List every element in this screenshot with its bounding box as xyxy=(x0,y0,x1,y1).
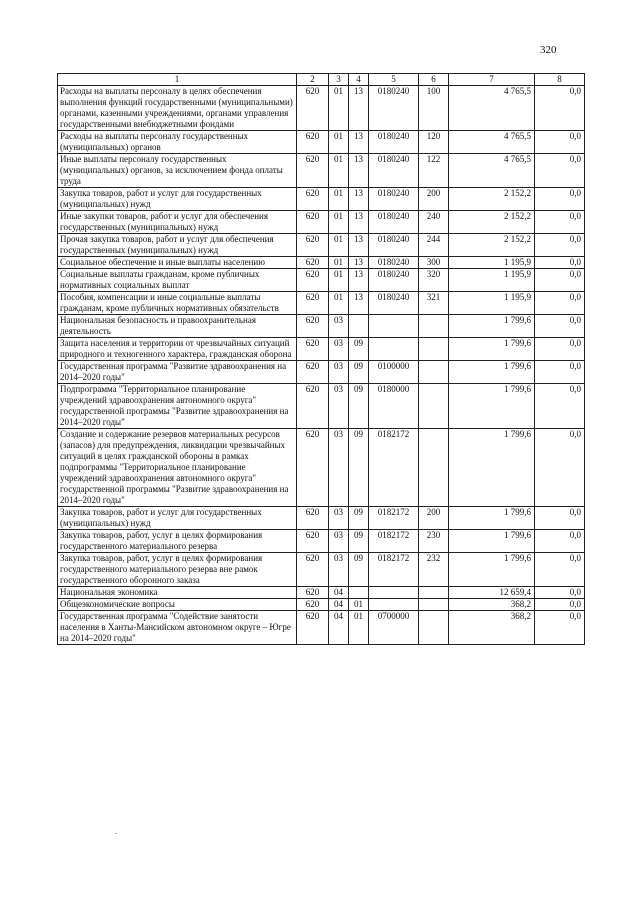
target-code-cell: 0182172 xyxy=(369,507,419,530)
expense-type-code-cell: 232 xyxy=(419,553,449,587)
expense-type-code-cell: 320 xyxy=(419,269,449,292)
target-code-cell: 0182172 xyxy=(369,530,419,553)
header-col-4: 4 xyxy=(349,74,369,86)
amount-cell: 4 765,5 xyxy=(449,131,535,154)
table-body xyxy=(58,86,585,645)
admin-code-cell: 620 xyxy=(297,553,329,587)
target-code-cell: 0180240 xyxy=(369,269,419,292)
table-row xyxy=(58,611,585,645)
amount-subvention-cell: 0,0 xyxy=(535,429,585,507)
subsection-code-cell: 01 xyxy=(349,599,369,611)
subsection-code-cell: 13 xyxy=(349,154,369,188)
amount-cell: 368,2 xyxy=(449,611,535,645)
section-code-cell: 01 xyxy=(329,269,349,292)
admin-code-cell: 620 xyxy=(297,154,329,188)
admin-code-cell: 620 xyxy=(297,384,329,429)
item-name-cell: Государственная программа "Содействие занятости населения в Ханты-Мансийском автономном округе – Югре на 2014–2020 годы" xyxy=(58,611,297,645)
section-code-cell: 01 xyxy=(329,257,349,269)
admin-code-cell: 620 xyxy=(297,86,329,131)
subsection-code-cell: 01 xyxy=(349,611,369,645)
target-code-cell: 0182172 xyxy=(369,553,419,587)
amount-cell: 12 659,4 xyxy=(449,587,535,599)
section-code-cell: 03 xyxy=(329,338,349,361)
item-name-cell: Национальная экономика xyxy=(58,587,297,599)
amount-cell: 2 152,2 xyxy=(449,188,535,211)
table-row xyxy=(58,361,585,384)
section-code-cell: 03 xyxy=(329,384,349,429)
header-row xyxy=(58,74,585,86)
amount-subvention-cell: 0,0 xyxy=(535,292,585,315)
table-row xyxy=(58,384,585,429)
item-name-cell: Расходы на выплаты персоналу государственных (муниципальных) органов xyxy=(58,131,297,154)
admin-code-cell: 620 xyxy=(297,611,329,645)
subsection-code-cell: 09 xyxy=(349,530,369,553)
admin-code-cell: 620 xyxy=(297,269,329,292)
subsection-code-cell xyxy=(349,587,369,599)
section-code-cell: 03 xyxy=(329,530,349,553)
admin-code-cell: 620 xyxy=(297,507,329,530)
admin-code-cell: 620 xyxy=(297,429,329,507)
expense-type-code-cell: 321 xyxy=(419,292,449,315)
section-code-cell: 03 xyxy=(329,429,349,507)
header-col-3: 3 xyxy=(329,74,349,86)
amount-subvention-cell: 0,0 xyxy=(535,234,585,257)
target-code-cell: 0180240 xyxy=(369,131,419,154)
item-name-cell: Социальное обеспечение и иные выплаты населению xyxy=(58,257,297,269)
amount-subvention-cell: 0,0 xyxy=(535,269,585,292)
admin-code-cell: 620 xyxy=(297,131,329,154)
amount-subvention-cell: 0,0 xyxy=(535,257,585,269)
page-mark: . xyxy=(115,827,117,836)
header-col-8: 8 xyxy=(535,74,585,86)
expense-type-code-cell: 300 xyxy=(419,257,449,269)
amount-subvention-cell: 0,0 xyxy=(535,530,585,553)
target-code-cell: 0180240 xyxy=(369,188,419,211)
amount-subvention-cell: 0,0 xyxy=(535,553,585,587)
target-code-cell: 0180240 xyxy=(369,257,419,269)
header-col-6: 6 xyxy=(419,74,449,86)
table-row xyxy=(58,599,585,611)
item-name-cell: Государственная программа "Развитие здравоохранения на 2014–2020 годы" xyxy=(58,361,297,384)
table-row xyxy=(58,338,585,361)
subsection-code-cell: 13 xyxy=(349,131,369,154)
amount-subvention-cell: 0,0 xyxy=(535,361,585,384)
table-row xyxy=(58,257,585,269)
target-code-cell: 0700000 xyxy=(369,611,419,645)
subsection-code-cell: 09 xyxy=(349,338,369,361)
admin-code-cell: 620 xyxy=(297,599,329,611)
amount-subvention-cell: 0,0 xyxy=(535,384,585,429)
amount-subvention-cell: 0,0 xyxy=(535,587,585,599)
header-col-5: 5 xyxy=(369,74,419,86)
table-row xyxy=(58,429,585,507)
section-code-cell: 03 xyxy=(329,361,349,384)
amount-cell: 1 799,6 xyxy=(449,384,535,429)
expense-type-code-cell: 200 xyxy=(419,507,449,530)
section-code-cell: 01 xyxy=(329,188,349,211)
section-code-cell: 01 xyxy=(329,154,349,188)
expense-type-code-cell xyxy=(419,587,449,599)
subsection-code-cell: 09 xyxy=(349,361,369,384)
expense-type-code-cell xyxy=(419,338,449,361)
subsection-code-cell: 09 xyxy=(349,429,369,507)
section-code-cell: 04 xyxy=(329,599,349,611)
expense-type-code-cell: 200 xyxy=(419,188,449,211)
subsection-code-cell: 13 xyxy=(349,234,369,257)
amount-cell: 1 799,6 xyxy=(449,338,535,361)
item-name-cell: Национальная безопасность и правоохранительная деятельность xyxy=(58,315,297,338)
subsection-code-cell: 13 xyxy=(349,257,369,269)
amount-subvention-cell: 0,0 xyxy=(535,188,585,211)
amount-cell: 2 152,2 xyxy=(449,234,535,257)
item-name-cell: Закупка товаров, работ, услуг в целях формирования государственного материального резерва вне рамок государственного оборонного заказа xyxy=(58,553,297,587)
section-code-cell: 01 xyxy=(329,292,349,315)
target-code-cell: 0180240 xyxy=(369,292,419,315)
page-number: 320 xyxy=(540,44,557,56)
subsection-code-cell: 09 xyxy=(349,507,369,530)
section-code-cell: 03 xyxy=(329,507,349,530)
target-code-cell xyxy=(369,338,419,361)
admin-code-cell: 620 xyxy=(297,188,329,211)
target-code-cell: 0180240 xyxy=(369,211,419,234)
item-name-cell: Защита населения и территории от чрезвычайных ситуаций природного и техногенного характера, гражданская оборона xyxy=(58,338,297,361)
expense-type-code-cell: 120 xyxy=(419,131,449,154)
target-code-cell: 0180240 xyxy=(369,234,419,257)
section-code-cell: 01 xyxy=(329,86,349,131)
item-name-cell: Иные закупки товаров, работ и услуг для обеспечения государственных (муниципальных) нужд xyxy=(58,211,297,234)
expense-type-code-cell: 240 xyxy=(419,211,449,234)
admin-code-cell: 620 xyxy=(297,338,329,361)
admin-code-cell: 620 xyxy=(297,234,329,257)
subsection-code-cell: 13 xyxy=(349,188,369,211)
amount-subvention-cell: 0,0 xyxy=(535,154,585,188)
header-col-7: 7 xyxy=(449,74,535,86)
amount-subvention-cell: 0,0 xyxy=(535,599,585,611)
subsection-code-cell: 09 xyxy=(349,384,369,429)
item-name-cell: Закупка товаров, работ и услуг для государственных (муниципальных) нужд xyxy=(58,188,297,211)
amount-cell: 1 195,9 xyxy=(449,292,535,315)
table-row xyxy=(58,154,585,188)
subsection-code-cell: 09 xyxy=(349,553,369,587)
subsection-code-cell: 13 xyxy=(349,86,369,131)
amount-cell: 1 799,6 xyxy=(449,315,535,338)
amount-cell: 1 799,6 xyxy=(449,361,535,384)
expense-type-code-cell: 100 xyxy=(419,86,449,131)
table-row xyxy=(58,211,585,234)
amount-cell: 4 765,5 xyxy=(449,154,535,188)
amount-cell: 1 799,6 xyxy=(449,553,535,587)
expense-type-code-cell xyxy=(419,361,449,384)
expense-type-code-cell xyxy=(419,384,449,429)
target-code-cell xyxy=(369,599,419,611)
budget-table xyxy=(57,73,585,645)
section-code-cell: 01 xyxy=(329,234,349,257)
amount-cell: 1 195,9 xyxy=(449,269,535,292)
table-row xyxy=(58,587,585,599)
expense-type-code-cell: 230 xyxy=(419,530,449,553)
item-name-cell: Общеэкономические вопросы xyxy=(58,599,297,611)
table-row xyxy=(58,507,585,530)
item-name-cell: Прочая закупка товаров, работ и услуг для обеспечения государственных (муниципальных) нужд xyxy=(58,234,297,257)
amount-cell: 368,2 xyxy=(449,599,535,611)
amount-subvention-cell: 0,0 xyxy=(535,315,585,338)
subsection-code-cell xyxy=(349,315,369,338)
amount-subvention-cell: 0,0 xyxy=(535,507,585,530)
table-row xyxy=(58,131,585,154)
admin-code-cell: 620 xyxy=(297,257,329,269)
amount-cell: 1 799,6 xyxy=(449,429,535,507)
table-row xyxy=(58,530,585,553)
subsection-code-cell: 13 xyxy=(349,211,369,234)
amount-subvention-cell: 0,0 xyxy=(535,131,585,154)
expense-type-code-cell: 244 xyxy=(419,234,449,257)
expense-type-code-cell xyxy=(419,611,449,645)
item-name-cell: Закупка товаров, работ и услуг для государственных (муниципальных) нужд xyxy=(58,507,297,530)
expense-type-code-cell: 122 xyxy=(419,154,449,188)
target-code-cell: 0180240 xyxy=(369,154,419,188)
target-code-cell xyxy=(369,315,419,338)
table-row xyxy=(58,292,585,315)
table-row xyxy=(58,315,585,338)
admin-code-cell: 620 xyxy=(297,315,329,338)
table-row xyxy=(58,86,585,131)
item-name-cell: Пособия, компенсации и иные социальные выплаты гражданам, кроме публичных нормативных обязательств xyxy=(58,292,297,315)
expense-type-code-cell xyxy=(419,599,449,611)
section-code-cell: 04 xyxy=(329,587,349,599)
target-code-cell: 0182172 xyxy=(369,429,419,507)
header-col-1: 1 xyxy=(58,74,297,86)
admin-code-cell: 620 xyxy=(297,361,329,384)
subsection-code-cell: 13 xyxy=(349,269,369,292)
section-code-cell: 03 xyxy=(329,315,349,338)
amount-subvention-cell: 0,0 xyxy=(535,338,585,361)
table-row xyxy=(58,553,585,587)
amount-cell: 1 195,9 xyxy=(449,257,535,269)
target-code-cell xyxy=(369,587,419,599)
amount-subvention-cell: 0,0 xyxy=(535,86,585,131)
section-code-cell: 01 xyxy=(329,131,349,154)
target-code-cell: 0180000 xyxy=(369,384,419,429)
admin-code-cell: 620 xyxy=(297,587,329,599)
section-code-cell: 01 xyxy=(329,211,349,234)
admin-code-cell: 620 xyxy=(297,292,329,315)
section-code-cell: 04 xyxy=(329,611,349,645)
item-name-cell: Закупка товаров, работ, услуг в целях формирования государственного материального резерва xyxy=(58,530,297,553)
header-col-2: 2 xyxy=(297,74,329,86)
item-name-cell: Расходы на выплаты персоналу в целях обеспечения выполнения функций государственными (муниципальными) органами, казенными учреждениями, органами управления государственными внебюджетными фондами xyxy=(58,86,297,131)
expense-type-code-cell xyxy=(419,429,449,507)
item-name-cell: Иные выплаты персоналу государственных (муниципальных) органов, за исключением фонда оплаты труда xyxy=(58,154,297,188)
amount-cell: 4 765,5 xyxy=(449,86,535,131)
table-row xyxy=(58,269,585,292)
amount-subvention-cell: 0,0 xyxy=(535,211,585,234)
amount-subvention-cell: 0,0 xyxy=(535,611,585,645)
amount-cell: 2 152,2 xyxy=(449,211,535,234)
admin-code-cell: 620 xyxy=(297,530,329,553)
admin-code-cell: 620 xyxy=(297,211,329,234)
section-code-cell: 03 xyxy=(329,553,349,587)
expense-type-code-cell xyxy=(419,315,449,338)
item-name-cell: Социальные выплаты гражданам, кроме публичных нормативных социальных выплат xyxy=(58,269,297,292)
subsection-code-cell: 13 xyxy=(349,292,369,315)
amount-cell: 1 799,6 xyxy=(449,507,535,530)
target-code-cell: 0100000 xyxy=(369,361,419,384)
item-name-cell: Подпрограмма "Территориальное планирование учреждений здравоохранения автономного округа" государственной программы "Развитие здравоохранения на 2014–2020 годы" xyxy=(58,384,297,429)
table-row xyxy=(58,188,585,211)
item-name-cell: Создание и содержание резервов материальных ресурсов (запасов) для предупреждения, ликвидации чрезвычайных ситуаций в целях гражданской обороны в рамках подпрограммы "Территориальное планирование учреждений здравоохранения автономного округа" государственной программы "Развитие здравоохранения на 2014–2020 годы" xyxy=(58,429,297,507)
target-code-cell: 0180240 xyxy=(369,86,419,131)
amount-cell: 1 799,6 xyxy=(449,530,535,553)
table-row xyxy=(58,234,585,257)
